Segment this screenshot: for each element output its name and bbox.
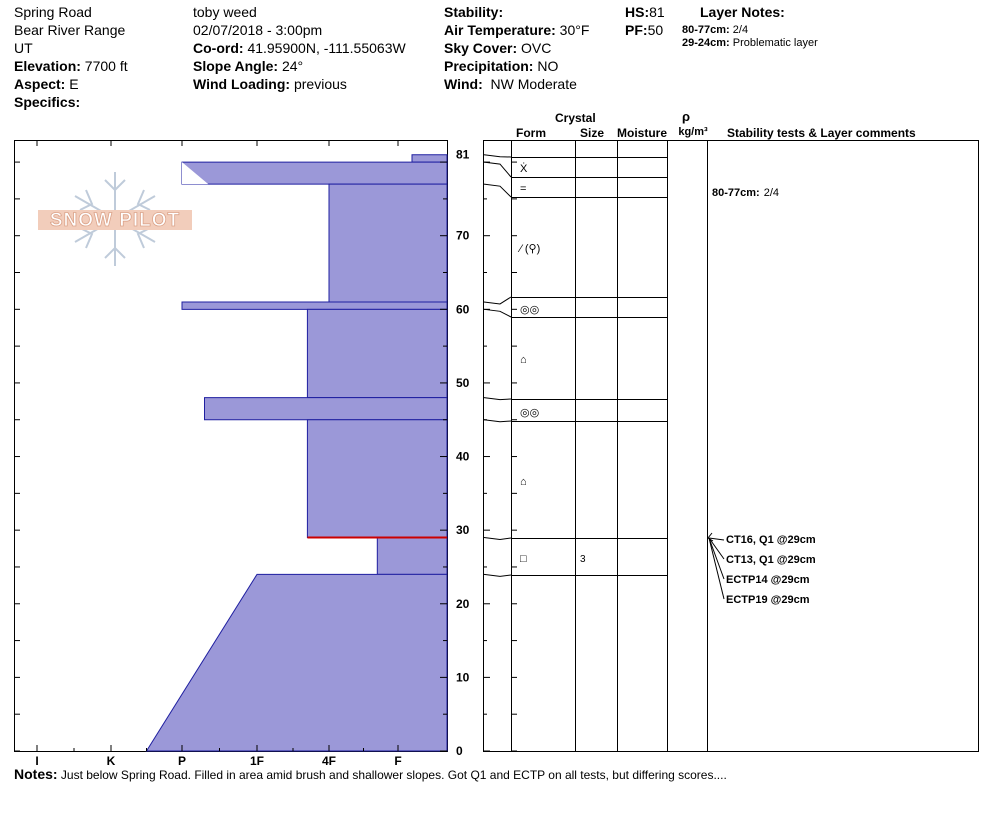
layer-connector — [484, 538, 511, 540]
layer-connector — [484, 155, 511, 157]
layer-comment-value: 2/4 — [763, 187, 779, 199]
hardness-layer — [182, 162, 447, 184]
sky-label: Sky Cover: — [444, 40, 518, 56]
hardness-tick-label: 1F — [249, 754, 265, 768]
depth-tick-label: 40 — [456, 449, 470, 464]
depth-tick-label: 81 — [456, 147, 470, 162]
wind-label: Wind: — [444, 76, 483, 92]
layer-connector — [484, 574, 511, 576]
crystal-header: Crystal — [555, 111, 596, 125]
range-name: Bear River Range — [14, 22, 126, 38]
pf-value: 50 — [647, 22, 664, 38]
crystal-form-symbol: ⌂ — [520, 354, 527, 366]
wind-loading-label: Wind Loading: — [193, 76, 291, 92]
crystal-form-symbol: ◎◎ — [520, 407, 540, 419]
hs-label: HS: — [625, 4, 650, 20]
sky-value: OVC — [521, 40, 552, 56]
hardness-layer — [329, 184, 447, 302]
hardness-tick-label: P — [177, 754, 187, 768]
hardness-layer — [182, 302, 447, 309]
layer-connector — [484, 297, 511, 304]
aspect-label: Aspect: — [14, 76, 66, 92]
layer-table-frame — [484, 141, 708, 752]
hardness-layer — [147, 574, 448, 751]
crystal-form-symbol: = — [520, 183, 527, 195]
notes-label: Notes: — [14, 766, 58, 782]
hardness-layer — [377, 538, 447, 575]
crystal-form-symbol: ⁄ (⚲) — [520, 243, 541, 255]
elevation-value: 7700 ft — [84, 58, 128, 74]
density-header: kg/m³ — [678, 126, 708, 138]
stability-table-frame — [708, 141, 979, 752]
aspect-value: E — [69, 76, 79, 92]
air-temp-label: Air Temperature: — [444, 22, 556, 38]
layer-connector — [484, 309, 511, 317]
test-pointer-line — [709, 538, 724, 599]
hardness-tick-label: 4F — [321, 754, 337, 768]
observer-name: toby weed — [193, 4, 257, 20]
hardness-tick-label: I — [35, 754, 39, 768]
specifics-label: Specifics: — [14, 94, 81, 110]
hardness-layer — [205, 398, 448, 420]
depth-tick-label: 50 — [456, 375, 470, 390]
layer-connector — [484, 162, 511, 177]
layer-note-range: 29-24cm: — [682, 37, 730, 49]
size-header: Size — [580, 126, 605, 140]
location-name: Spring Road — [14, 4, 92, 20]
layer-notes-label: Layer Notes: — [700, 4, 785, 20]
stability-test-label: CT16, Q1 @29cm — [726, 534, 816, 546]
depth-tick-label: 0 — [456, 744, 463, 758]
stability-tests — [726, 534, 816, 606]
stability-label: Stability: — [444, 4, 504, 20]
stability-header: Stability tests & Layer comments — [727, 126, 916, 140]
coord-label: Co-ord: — [193, 40, 244, 56]
stability-test-pointers — [708, 533, 724, 599]
hardness-layer — [307, 309, 447, 397]
test-pointer-line — [709, 538, 724, 579]
layer-note-range: 80-77cm: — [682, 24, 730, 36]
stability-test-label: ECTP14 @29cm — [726, 574, 810, 586]
precip-label: Precipitation: — [444, 58, 534, 74]
hardness-tick-label: F — [394, 754, 402, 768]
precip-value: NO — [537, 58, 559, 74]
layer-comment-range: 80-77cm: — [712, 187, 760, 199]
observation-datetime: 02/07/2018 - 3:00pm — [193, 22, 323, 38]
wind-loading-value: previous — [293, 76, 347, 92]
moisture-header: Moisture — [617, 126, 668, 140]
stability-test-label: ECTP19 @29cm — [726, 594, 810, 606]
rho-header: ρ — [681, 109, 691, 124]
layer-note-text: Problematic layer — [732, 37, 818, 49]
hardness-tick-label: K — [106, 754, 116, 768]
layer-connector — [484, 184, 511, 197]
hardness-layer — [307, 420, 447, 538]
layer-connector — [484, 398, 511, 400]
crystal-form-symbol: Ẋ — [520, 163, 528, 175]
air-temp-value: 30°F — [559, 22, 590, 38]
crystal-form-symbol: ⌂ — [520, 476, 527, 488]
layer-note-text: 2/4 — [732, 24, 749, 36]
hardness-layer — [412, 155, 447, 162]
form-header: Form — [516, 126, 546, 140]
wind-value: NW Moderate — [490, 76, 577, 92]
slope-label: Slope Angle: — [193, 58, 279, 74]
crystal-size: 3 — [580, 554, 586, 565]
layer-connector — [484, 420, 511, 422]
crystal-form-symbol: ◎◎ — [520, 304, 540, 316]
notes-text: Just below Spring Road. Filled in area amid brush and shallower slopes. Got Q1 and ECTP on all tests, but differing scores.... — [60, 768, 727, 782]
crystal-form-symbol: □ — [520, 553, 527, 565]
depth-tick-label: 60 — [456, 302, 470, 317]
depth-tick-label: 20 — [456, 596, 470, 611]
depth-tick-label: 70 — [456, 228, 470, 243]
depth-tick-label: 10 — [456, 670, 470, 685]
stability-test-label: CT13, Q1 @29cm — [726, 554, 816, 566]
pf-label: PF: — [625, 22, 648, 38]
elevation-label: Elevation: — [14, 58, 81, 74]
logo-text: SNOW PILOT — [49, 210, 181, 231]
layer-comment — [712, 187, 779, 199]
arrow-icon — [708, 533, 713, 541]
hs-value: 81 — [649, 4, 665, 20]
hardness-profile — [147, 155, 448, 751]
depth-tick-label: 30 — [456, 523, 470, 538]
state-name: UT — [14, 40, 33, 56]
snowpilot-logo — [38, 172, 192, 266]
slope-value: 24° — [281, 58, 304, 74]
coord-value: 41.95900N, -111.55063W — [247, 40, 406, 56]
notes — [14, 766, 727, 782]
